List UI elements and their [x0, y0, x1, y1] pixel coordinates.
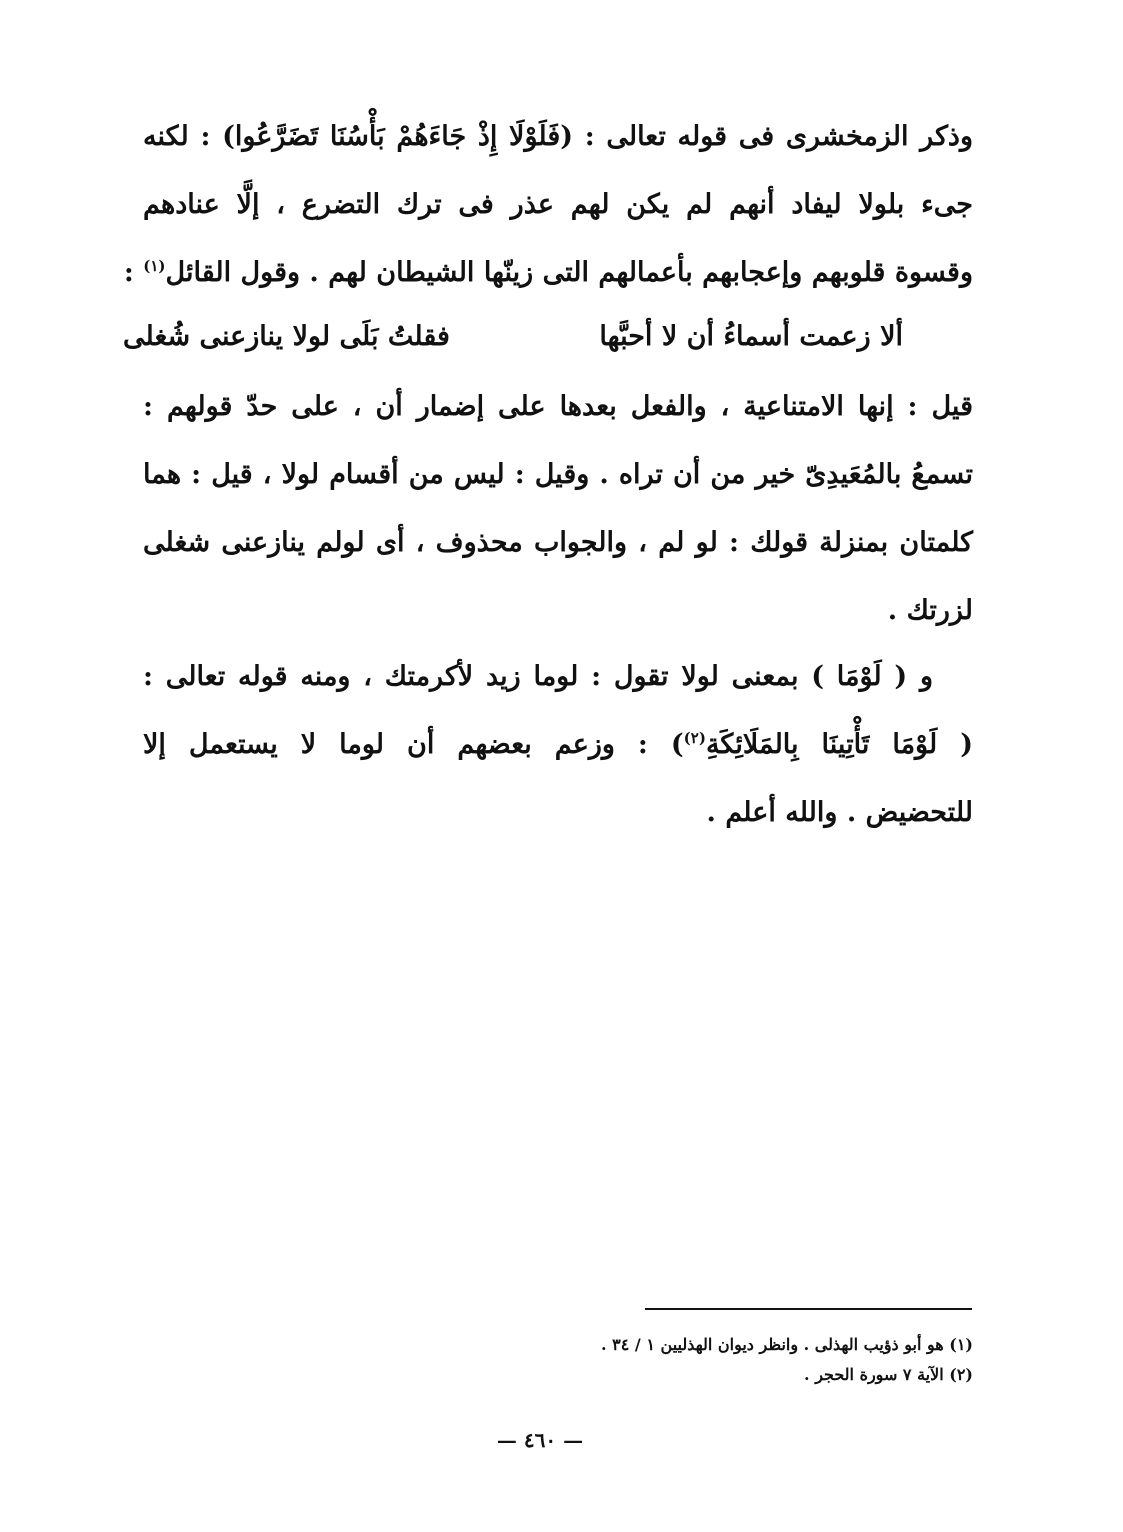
text-line: وذكر الزمخشرى فى قوله تعالى : (فَلَوْلَا إِذْ جَاءَهُمْ بَأْسُنَا تَضَرَّعُوا) : لكنه: [143, 121, 973, 152]
text-line: للتحضيض . والله أعلم .: [706, 797, 973, 828]
text-line: كلمتان بمنزلة قولك : لو لم ، والجواب محذوف ، أى لولم ينازعنى شغلى: [143, 527, 973, 558]
text-line: لزرتك .: [887, 595, 973, 626]
footnote-divider: [645, 1308, 972, 1310]
text-line: تسمعُ بالمُعَيدِىّ خير من أن تراه . وقيل : ليس من أقسام لولا ، قيل : هما: [143, 459, 973, 490]
paragraph-zamakhshari: [123, 103, 973, 307]
footnote-1: (١) هو أبو ذؤيب الهذلى . وانظر ديوان الهذليين ١ / ٣٤ .: [601, 1335, 973, 1354]
text-line: [123, 239, 973, 307]
paragraph-lawma: [143, 643, 973, 847]
text-line: و ( لَوْمَا ) بمعنى لولا تقول : لوما زيد لأكرمتك ، ومنه قوله تعالى :: [143, 661, 933, 692]
page-number: — ٤٦٠ —: [496, 1428, 584, 1452]
poem-verse: [123, 303, 903, 371]
poem-first-hemistich: ألا زعمت أسماءُ أن لا أحبَّها: [599, 321, 903, 352]
footnotes: [453, 1330, 973, 1390]
footnote-2: (٢) الآية ٧ سورة الحجر .: [804, 1365, 973, 1384]
text-line: [143, 711, 973, 779]
poem-second-hemistich: فقلتُ بَلَى لولا ينازعنى شُغلى: [123, 321, 450, 352]
text-line-content: وقسوة قلوبهم وإعجابهم بأعمالهم التى زينّها الشيطان لهم . وقول القائل: [165, 257, 973, 288]
text-line: قيل : إنها الامتناعية ، والفعل بعدها على إضمار أن ، على حدّ قولهم :: [143, 391, 973, 422]
text-line-end: ) : وزعم بعضهم أن لوما لا يستعمل إلا: [143, 729, 684, 760]
footnote-reference: (١): [143, 257, 166, 275]
paragraph-interpretation: [143, 373, 973, 645]
footnote-reference: (٢): [683, 729, 706, 747]
text-line-tail: :: [123, 257, 144, 288]
quran-quote: ( لَوْمَا تَأْتِينَا بِالمَلَائِكَةِ: [705, 729, 973, 760]
text-line: جىء بلولا ليفاد أنهم لم يكن لهم عذر فى ترك التضرع ، إلَّا عنادهم: [143, 189, 973, 220]
